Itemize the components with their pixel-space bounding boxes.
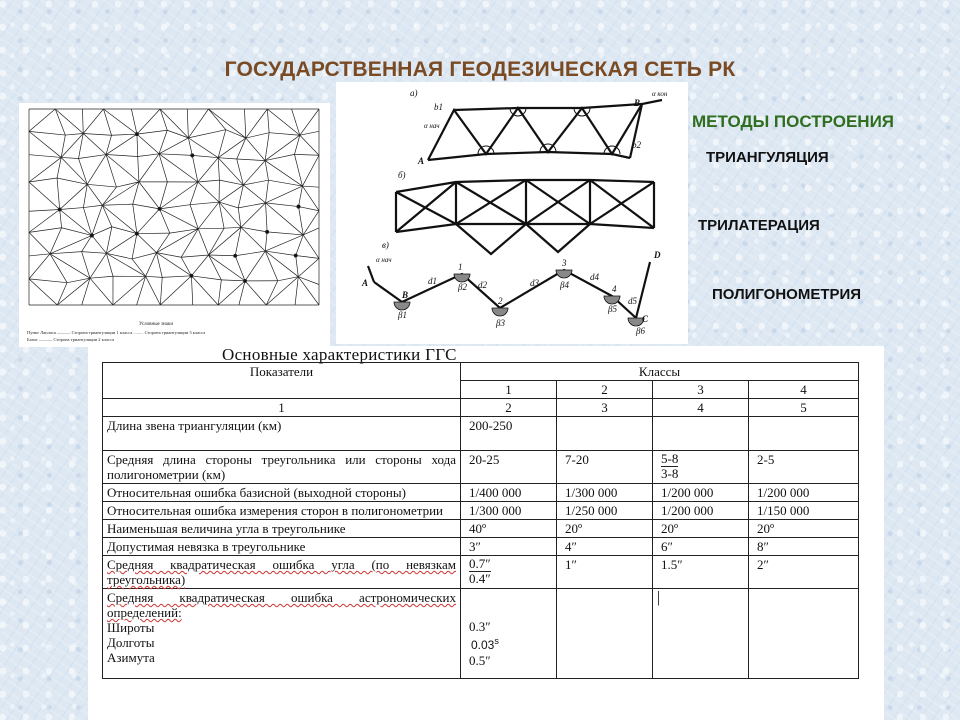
azimuth-value: 0.5″ xyxy=(469,653,491,668)
method-triangulation: ТРИАНГУЛЯЦИЯ xyxy=(706,149,829,166)
cell-value: 2″ xyxy=(749,556,859,589)
cell-value: 200-250 xyxy=(461,417,557,451)
label-C: C xyxy=(642,314,649,324)
label-a: а) xyxy=(410,88,418,98)
label-p4: 4 xyxy=(612,284,617,294)
row-label: Допустимая невязка в треугольнике xyxy=(103,538,461,556)
construction-methods-figure xyxy=(336,82,688,344)
laplace-point-marker xyxy=(158,207,161,210)
ggs-characteristics-table xyxy=(102,362,859,679)
class-number: 3 xyxy=(653,381,749,399)
label-d5: d5 xyxy=(628,296,637,306)
cell-value: 1″ xyxy=(557,556,653,589)
row-label: Наименьшая величина угла в треугольнике xyxy=(103,520,461,538)
longitude-value xyxy=(469,634,552,653)
class-number: 1 xyxy=(461,381,557,399)
label-beta6: β6 xyxy=(636,326,645,336)
methods-heading: МЕТОДЫ ПОСТРОЕНИЯ xyxy=(692,112,895,131)
label-d4: d4 xyxy=(590,272,599,282)
cell-value: 2-5 xyxy=(749,451,859,484)
table-caption: Основные характеристики ГГС xyxy=(222,346,457,364)
laplace-point-marker xyxy=(234,254,237,257)
cell-value xyxy=(461,556,557,589)
longitude-number: 0.03 xyxy=(471,638,495,652)
legend-line-1: Пункт Лапласа ——— Сторона триангуляции 1 класса ......... Сторона триангуляции 3 класса xyxy=(27,330,206,335)
column-number: 2 xyxy=(461,399,557,417)
fraction-top: 0.7″ xyxy=(469,556,491,571)
label-d3: d3 xyxy=(530,278,539,288)
cell-value xyxy=(653,589,749,679)
column-number: 3 xyxy=(557,399,653,417)
header-classes: Классы xyxy=(461,363,859,381)
label-B-c: B xyxy=(402,290,409,300)
laplace-point-marker xyxy=(266,230,269,233)
table-row xyxy=(103,538,859,556)
ggs-characteristics-table-panel xyxy=(88,346,884,720)
fraction-bottom: 3-8 xyxy=(661,466,679,481)
label-beta3: β3 xyxy=(496,318,505,328)
label-d2: d2 xyxy=(478,280,487,290)
label-p2: 2 xyxy=(498,296,503,306)
cell-value xyxy=(653,417,749,451)
method-trilateration: ТРИЛАТЕРАЦИЯ xyxy=(698,217,820,234)
legend-line-2: Базис ——— Сторона триангуляции 2 класса xyxy=(27,337,115,342)
table-row xyxy=(103,520,859,538)
table-row xyxy=(103,556,859,589)
label-alpha-kon: α кон xyxy=(652,90,668,98)
column-numbers-row xyxy=(103,399,859,417)
row-label xyxy=(103,556,461,589)
fraction-top: 5-8 xyxy=(661,451,679,466)
cell-value: 20º xyxy=(653,520,749,538)
cell-value: 7-20 xyxy=(557,451,653,484)
laplace-point-marker xyxy=(135,133,138,136)
column-number: 5 xyxy=(749,399,859,417)
header-indicators: Показатели xyxy=(103,363,461,399)
cell-value: 1/200 000 xyxy=(749,484,859,502)
laplace-point-marker xyxy=(294,254,297,257)
cell-value: 1/300 000 xyxy=(557,484,653,502)
fraction-bottom: 0.4″ xyxy=(469,571,491,586)
row-label: Средняя длина стороны треугольника или стороны хода полигонометрии (км) xyxy=(103,451,461,484)
table-header-row xyxy=(103,363,859,381)
cell-value: 1.5″ xyxy=(653,556,749,589)
column-number: 1 xyxy=(103,399,461,417)
label-b: б) xyxy=(398,170,406,180)
row-label: Длина звена триангуляции (км) xyxy=(103,417,461,451)
cell-value xyxy=(461,589,557,679)
cell-value: 6″ xyxy=(653,538,749,556)
sub-label-latitude: Широты xyxy=(107,620,155,635)
laplace-point-marker xyxy=(135,232,138,235)
cell-value xyxy=(557,589,653,679)
cell-value xyxy=(653,451,749,484)
label-A-c: A xyxy=(362,278,369,288)
cell-value: 1/150 000 xyxy=(749,502,859,520)
longitude-superscript: s xyxy=(494,636,499,646)
label-alpha-nach-a: α нач xyxy=(424,122,440,130)
row-label xyxy=(103,589,461,679)
laplace-point-marker xyxy=(90,234,93,237)
table-row xyxy=(103,484,859,502)
label-A: A xyxy=(418,156,425,166)
cell-value xyxy=(557,417,653,451)
cell-value: 40º xyxy=(461,520,557,538)
laplace-point-marker xyxy=(58,208,61,211)
label-v: в) xyxy=(382,240,389,250)
row-label: Относительная ошибка базисной (выходной стороны) xyxy=(103,484,461,502)
sub-label-longitude: Долготы xyxy=(107,635,155,650)
cell-value: 20º xyxy=(557,520,653,538)
table-row xyxy=(103,502,859,520)
cell-value: 1/250 000 xyxy=(557,502,653,520)
cell-value xyxy=(749,589,859,679)
cell-value: 8″ xyxy=(749,538,859,556)
cell-value xyxy=(749,417,859,451)
cell-value: 4″ xyxy=(557,538,653,556)
table-row xyxy=(103,589,859,679)
cursor-mark: | xyxy=(657,589,661,606)
laplace-point-marker xyxy=(191,154,194,157)
label-b2: b2 xyxy=(632,140,641,150)
label-beta2: β2 xyxy=(458,282,467,292)
label-beta5: β5 xyxy=(608,304,617,314)
cell-value: 1/300 000 xyxy=(461,502,557,520)
row-label-text: Средняя квадратическая ошибка угла (по невязкам треугольника) xyxy=(107,557,456,587)
legend-title: Условные знаки xyxy=(139,322,173,327)
laplace-point-marker xyxy=(297,205,300,208)
table-row xyxy=(103,451,859,484)
label-b1: b1 xyxy=(434,102,443,112)
row-label: Относительная ошибка измерения сторон в полигонометрии xyxy=(103,502,461,520)
triangulation-network-figure xyxy=(19,103,330,347)
page-title: ГОСУДАРСТВЕННАЯ ГЕОДЕЗИЧЕСКАЯ СЕТЬ РК xyxy=(224,58,736,81)
label-p3: 3 xyxy=(562,258,567,268)
label-B: B xyxy=(634,98,641,108)
label-beta4: β4 xyxy=(560,280,569,290)
cell-value: 1/200 000 xyxy=(653,484,749,502)
cell-value: 20º xyxy=(749,520,859,538)
table-row xyxy=(103,417,859,451)
label-d1: d1 xyxy=(428,276,437,286)
label-p1: 1 xyxy=(458,262,463,272)
cell-value: 20-25 xyxy=(461,451,557,484)
row-label-text: Средняя квадратическая ошибка астрономических определений: xyxy=(107,590,456,620)
class-number: 2 xyxy=(557,381,653,399)
label-D: D xyxy=(654,250,661,260)
label-alpha-nach-c: α нач xyxy=(376,256,392,264)
label-beta1: β1 xyxy=(398,310,407,320)
cell-value: 1/200 000 xyxy=(653,502,749,520)
class-number: 4 xyxy=(749,381,859,399)
sub-label-azimuth: Азимута xyxy=(107,650,155,665)
laplace-point-marker xyxy=(190,274,193,277)
method-polygonometry: ПОЛИГОНОМЕТРИЯ xyxy=(712,286,862,303)
cell-value: 1/400 000 xyxy=(461,484,557,502)
cell-value: 3″ xyxy=(461,538,557,556)
column-number: 4 xyxy=(653,399,749,417)
laplace-point-marker xyxy=(243,279,246,282)
latitude-value: 0.3″ xyxy=(469,619,491,634)
